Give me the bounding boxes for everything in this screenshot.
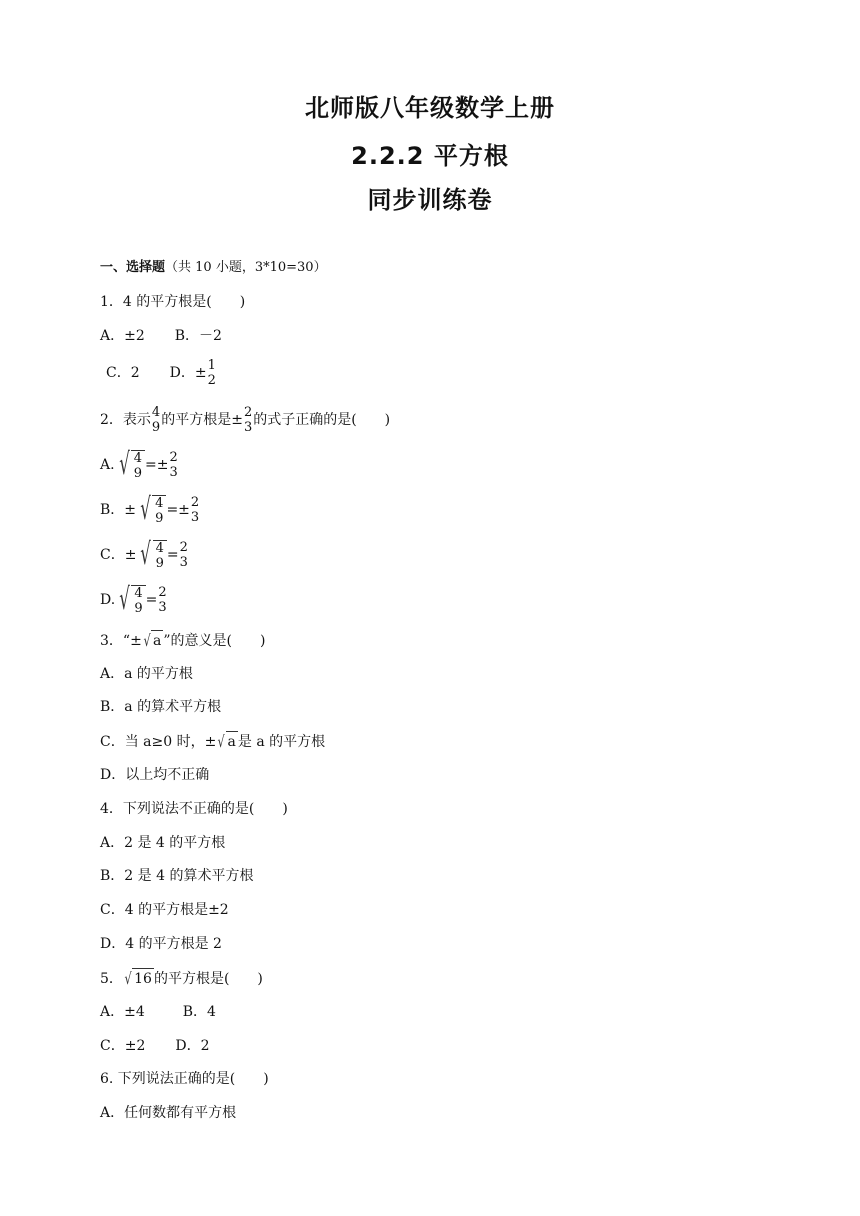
doc-subtitle: 2.2.2 平方根	[351, 142, 509, 170]
square-root-icon: √ 4 9	[115, 450, 145, 481]
question-4-stem: 4．下列说法不正确的是( )	[100, 801, 288, 817]
question-2-stem: 2．表示 4 9 的平方根是± 2 3 的式子正确的是( )	[100, 405, 391, 435]
q3-option-b: B．a 的算术平方根	[100, 699, 222, 715]
square-root-icon: √ a	[217, 731, 236, 751]
q4-option-c: C．4 的平方根是±2	[100, 902, 229, 918]
q5-options-cd	[100, 1036, 210, 1056]
q1-option-d-fraction: 1 2	[207, 358, 216, 388]
q2-fraction-2: 2 3	[243, 405, 253, 435]
q4-option-b: B．2 是 4 的算术平方根	[100, 868, 254, 884]
q5-option-a: A．±4	[100, 1004, 145, 1020]
q4-option-a: A．2 是 4 的平方根	[100, 835, 226, 851]
q5-option-c: C．±2	[100, 1038, 146, 1054]
q2-option-b: B．± √ 4 9 =± 2 3	[100, 492, 200, 527]
question-1-options-cd	[106, 356, 217, 390]
q3-option-c: C．当 a≥0 时，± √ a 是 a 的平方根	[100, 731, 326, 751]
q5-option-b: B．4	[182, 1004, 216, 1020]
square-root-icon: √ 4 9	[136, 495, 166, 526]
section-heading-label: 一、选择题	[100, 260, 166, 275]
square-root-icon: √ 4 9	[136, 540, 166, 571]
q1-option-d-prefix: D．±	[169, 365, 207, 381]
q4-option-d: D．4 的平方根是 2	[100, 936, 222, 952]
q6-option-a: A．任何数都有平方根	[100, 1105, 237, 1121]
question-3-stem: 3．“± √ a ”的意义是( )	[100, 630, 266, 650]
section-heading-note: （共 10 小题，3*10=30）	[165, 260, 327, 275]
q3-option-a: A．a 的平方根	[100, 666, 193, 682]
q2-option-c: C．± √ 4 9 = 2 3	[100, 537, 188, 572]
square-root-icon: √ a	[143, 630, 162, 650]
doc-subtitle-2: 同步训练卷	[367, 186, 493, 214]
square-root-icon: √ 4 9	[115, 585, 145, 616]
q2-option-d: D. √ 4 9 = 2 3	[100, 582, 167, 617]
q1-option-c: C．2	[106, 365, 140, 381]
q5-option-d: D．2	[175, 1038, 210, 1054]
question-6-stem: 6. 下列说法正确的是( )	[100, 1071, 269, 1087]
q5-options-ab	[100, 1002, 216, 1022]
question-1-stem: 1．4 的平方根是( )	[100, 294, 246, 310]
doc-title: 北师版八年级数学上册	[305, 94, 555, 122]
q1-option-a: A．±2	[100, 328, 145, 344]
q1-option-b: B．－2	[174, 328, 222, 344]
q3-option-d: D．以上均不正确	[100, 767, 210, 783]
q2-fraction-1: 4 9	[151, 405, 161, 435]
square-root-icon: √ 16	[124, 968, 152, 988]
q2-option-a: A. √ 4 9 =± 2 3	[100, 447, 178, 482]
question-1-options-ab	[100, 326, 222, 346]
section-heading	[100, 258, 327, 278]
question-5-stem: 5． √ 16 的平方根是( )	[100, 968, 263, 988]
